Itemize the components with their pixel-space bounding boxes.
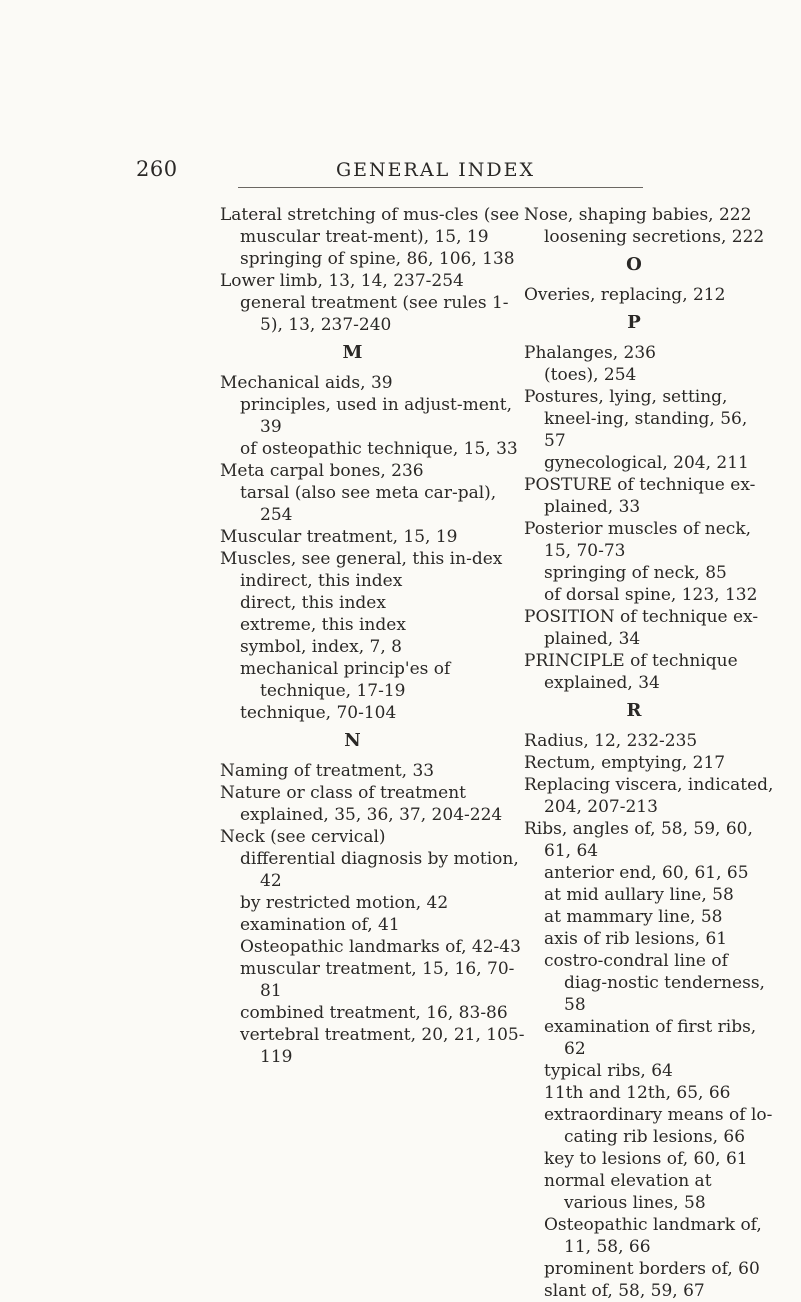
index-column-left [220,204,525,1068]
index-column-right [524,204,774,1302]
index-entry: POSITION of technique ex-plained, 34 [524,607,759,649]
index-subentry: springing of spine, 86, 106, 138 [240,249,515,269]
index-subentry: combined treatment, 16, 83-86 [240,1003,508,1023]
index-entry: Radius, 12, 232-235 [524,731,698,751]
index-subentry: slant of, 58, 59, 67 [544,1281,705,1301]
index-subentry: direct, this index [240,593,386,613]
index-subentry: 11th and 12th, 65, 66 [544,1083,731,1103]
index-subentry: costro-condral line of diag-nostic tenderness, 58 [544,951,765,1015]
index-subentry: of osteopathic technique, 15, 33 [240,439,518,459]
index-entry: Muscles, see general, this in-dex [220,549,503,569]
index-subentry: normal elevation at various lines, 58 [544,1171,712,1213]
index-entry: Postures, lying, setting, kneel-ing, standing, 56, 57 [524,387,748,451]
index-subentry: Osteopathic landmarks of, 42-43 [240,937,521,957]
index-subentry: symbol, index, 7, 8 [240,637,402,657]
index-entry: Posterior muscles of neck, 15, 70-73 [524,519,752,561]
index-subentry: springing of neck, 85 [544,563,727,583]
index-subentry: technique, 70-104 [240,703,397,723]
index-entry: Meta carpal bones, 236 [220,461,424,481]
index-subentry: at mid aullary line, 58 [544,885,734,905]
index-subentry: by restricted motion, 42 [240,893,449,913]
index-section-letter: O [626,254,642,275]
running-head: GENERAL INDEX [336,159,535,181]
index-entry: Nose, shaping babies, 222 [524,205,752,225]
index-entry: Mechanical aids, 39 [220,373,393,393]
index-subentry: general treatment (see rules 1-5), 13, 237-240 [240,293,509,335]
index-subentry: axis of rib lesions, 61 [544,929,728,949]
index-entry: Overies, replacing, 212 [524,285,726,305]
index-subentry: key to lesions of, 60, 61 [544,1149,748,1169]
index-subentry: loosening secretions, 222 [544,227,765,247]
page-header [0,145,801,185]
header-rule [238,187,643,188]
index-entry: Nature or class of treatment explained, 35, 36, 37, 204-224 [220,783,503,825]
index-subentry: examination of first ribs, 62 [544,1017,757,1059]
index-subentry: typical ribs, 64 [544,1061,673,1081]
index-subentry: indirect, this index [240,571,403,591]
index-subentry: extreme, this index [240,615,406,635]
index-entry: Lateral stretching of mus-cles (see muscular treat-ment), 15, 19 [220,205,520,247]
index-entry: Phalanges, 236 [524,343,656,363]
index-entry: Replacing viscera, indicated, 204, 207-213 [524,775,774,817]
index-subentry: differential diagnosis by motion, 42 [240,849,519,891]
index-subentry: vertebral treatment, 20, 21, 105-119 [240,1025,525,1067]
index-entry: Lower limb, 13, 14, 237-254 [220,271,464,291]
index-subentry: muscular treatment, 15, 16, 70-81 [240,959,515,1001]
index-entry: Rectum, emptying, 217 [524,753,726,773]
page-number: 260 [136,157,178,181]
index-section-letter: P [627,312,641,333]
index-entry: POSTURE of technique ex-plained, 33 [524,475,756,517]
index-subentry: extraordinary means of lo-cating rib lesions, 66 [544,1105,773,1147]
index-subentry: mechanical princip'es of technique, 17-19 [240,659,451,701]
index-subentry: principles, used in adjust-ment, 39 [240,395,512,437]
index-section-letter: N [344,730,361,751]
index-entry: Neck (see cervical) [220,827,386,847]
index-entry: Naming of treatment, 33 [220,761,435,781]
index-section-letter: M [342,342,363,363]
index-subentry: of dorsal spine, 123, 132 [544,585,758,605]
index-subentry: examination of, 41 [240,915,400,935]
index-subentry: (toes), 254 [544,365,637,385]
index-entry: PRINCIPLE of technique explained, 34 [524,651,738,693]
index-subentry: anterior end, 60, 61, 65 [544,863,749,883]
index-subentry: prominent borders of, 60 [544,1259,760,1279]
index-entry: Muscular treatment, 15, 19 [220,527,458,547]
index-subentry: gynecological, 204, 211 [544,453,749,473]
index-subentry: at mammary line, 58 [544,907,723,927]
index-subentry: Osteopathic landmark of, 11, 58, 66 [544,1215,762,1257]
index-section-letter: R [626,700,642,721]
index-subentry: tarsal (also see meta car-pal), 254 [240,483,497,525]
index-entry: Ribs, angles of, 58, 59, 60, 61, 64 [524,819,753,861]
